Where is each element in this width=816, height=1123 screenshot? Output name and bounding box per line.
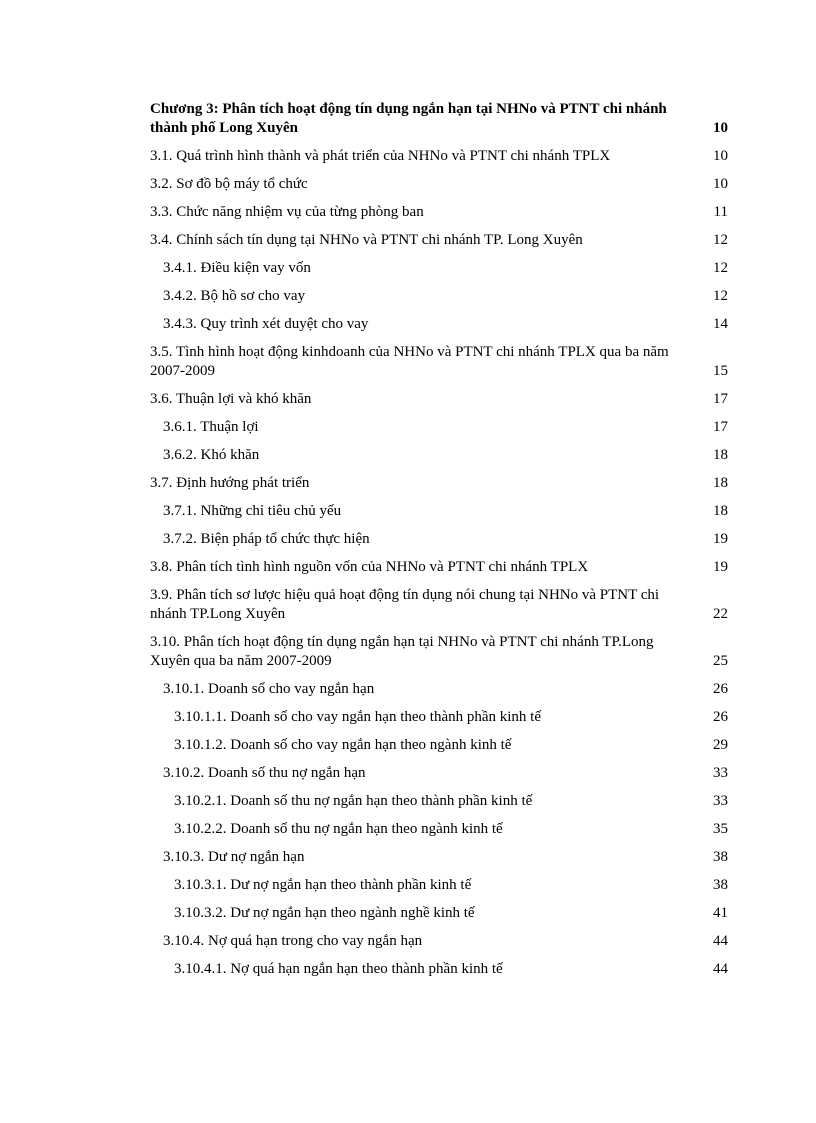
- toc-entry-title: 3.10. Phân tích hoạt động tín dụng ngắn hạn tại NHNo và PTNT chi nhánh TP.Long Xuyên qua ba năm 2007-2009: [150, 634, 654, 669]
- toc-entry-page: 44: [713, 961, 728, 977]
- toc-entry-title: 3.6. Thuận lợi và khó khăn: [150, 391, 312, 407]
- toc-entry-page: 14: [713, 316, 728, 332]
- toc-entry-title: 3.10.2. Doanh số thu nợ ngắn hạn: [163, 765, 366, 781]
- toc-entry-3-10-2-1[interactable]: [150, 792, 728, 811]
- toc-entry-page: 10: [713, 176, 728, 192]
- toc-entry-title: 3.9. Phân tích sơ lược hiệu quả hoạt động tín dụng nói chung tại NHNo và PTNT chi nhánh TP.Long Xuyên: [150, 587, 660, 622]
- toc-entry-title: 3.4.2. Bộ hồ sơ cho vay: [163, 288, 306, 304]
- toc-entry-page: 12: [713, 260, 728, 276]
- toc-entry-3-10-3-2[interactable]: [150, 904, 728, 923]
- toc-entry-page: 44: [713, 933, 728, 949]
- toc-entry-title: 3.1. Quá trình hình thành và phát triển của NHNo và PTNT chi nhánh TPLX: [150, 148, 611, 164]
- toc-entry-page: 22: [713, 606, 728, 622]
- toc-entry-3-10-2-2[interactable]: [150, 820, 728, 839]
- toc-entry-3-5[interactable]: [150, 343, 728, 381]
- toc-entry-3-7[interactable]: [150, 474, 728, 493]
- toc-entry-3-9[interactable]: [150, 586, 728, 624]
- toc-entry-page: 29: [713, 737, 728, 753]
- toc-entry-page: 26: [713, 681, 728, 697]
- toc-entry-page: 11: [713, 204, 728, 220]
- toc-entry-3-10-1-2[interactable]: [150, 736, 728, 755]
- toc-entry-title: 3.10.3.1. Dư nợ ngắn hạn theo thành phần kinh tế: [174, 877, 472, 893]
- toc-entry-title: Chương 3: Phân tích hoạt động tín dụng ngắn hạn tại NHNo và PTNT chi nhánh thành phố Long Xuyên: [150, 101, 667, 136]
- toc-entry-3-2[interactable]: [150, 175, 728, 194]
- toc-entry-3-8[interactable]: [150, 558, 728, 577]
- toc-entry-3-10[interactable]: [150, 633, 728, 671]
- toc-entry-title: 3.10.4. Nợ quá hạn trong cho vay ngắn hạn: [163, 933, 423, 949]
- toc-entry-page: 17: [713, 419, 728, 435]
- toc-entry-page: 26: [713, 709, 728, 725]
- toc-entry-3-10-3-1[interactable]: [150, 876, 728, 895]
- toc-entry-page: 33: [713, 793, 728, 809]
- toc-entry-3-6[interactable]: [150, 390, 728, 409]
- toc-entry-title: 3.7.2. Biện pháp tổ chức thực hiện: [163, 531, 370, 547]
- toc-entry-3-7-1[interactable]: [150, 502, 728, 521]
- toc-chapter-3[interactable]: [150, 100, 728, 138]
- toc-entry-3-4-3[interactable]: [150, 315, 728, 334]
- toc-entry-page: 12: [713, 288, 728, 304]
- toc-entry-3-4[interactable]: [150, 231, 728, 250]
- toc-entry-page: 19: [713, 559, 728, 575]
- toc-entry-3-10-1-1[interactable]: [150, 708, 728, 727]
- toc-entry-3-7-2[interactable]: [150, 530, 728, 549]
- toc-entry-title: 3.2. Sơ đồ bộ máy tổ chức: [150, 176, 308, 192]
- toc-entry-3-4-1[interactable]: [150, 259, 728, 278]
- toc-entry-page: 18: [713, 447, 728, 463]
- toc-entry-page: 35: [713, 821, 728, 837]
- toc-entry-page: 33: [713, 765, 728, 781]
- toc-entry-3-10-4[interactable]: [150, 932, 728, 951]
- toc-entry-page: 10: [713, 148, 728, 164]
- toc-entry-3-4-2[interactable]: [150, 287, 728, 306]
- toc-entry-title: 3.10.1.2. Doanh số cho vay ngắn hạn theo ngành kinh tế: [174, 737, 512, 753]
- toc-entry-title: 3.4.1. Điều kiện vay vốn: [163, 260, 311, 276]
- toc-entry-title: 3.3. Chức năng nhiệm vụ của từng phòng ban: [150, 204, 424, 220]
- toc-entry-title: 3.8. Phân tích tình hình nguồn vốn của NHNo và PTNT chi nhánh TPLX: [150, 559, 589, 575]
- toc-entry-title: 3.10.3.2. Dư nợ ngắn hạn theo ngành nghề kinh tế: [174, 905, 475, 921]
- toc-entry-page: 17: [713, 391, 728, 407]
- toc-entry-page: 38: [713, 849, 728, 865]
- toc-entry-title: 3.10.3. Dư nợ ngắn hạn: [163, 849, 305, 865]
- toc-entry-page: 10: [713, 120, 728, 136]
- toc-entry-title: 3.6.2. Khó khăn: [163, 447, 260, 463]
- toc-entry-title: 3.4.3. Quy trình xét duyệt cho vay: [163, 316, 369, 332]
- toc-entry-3-3[interactable]: [150, 203, 728, 222]
- toc-entry-3-6-2[interactable]: [150, 446, 728, 465]
- toc-entry-3-10-2[interactable]: [150, 764, 728, 783]
- toc-entry-3-10-4-1[interactable]: [150, 960, 728, 979]
- toc-entry-title: 3.6.1. Thuận lợi: [163, 419, 259, 435]
- toc-entry-title: 3.10.1.1. Doanh số cho vay ngắn hạn theo thành phần kinh tế: [174, 709, 542, 725]
- toc-entry-title: 3.10.1. Doanh số cho vay ngắn hạn: [163, 681, 375, 697]
- toc-entry-page: 19: [713, 531, 728, 547]
- toc-entry-3-6-1[interactable]: [150, 418, 728, 437]
- toc-entry-page: 41: [713, 905, 728, 921]
- toc-entry-3-10-1[interactable]: [150, 680, 728, 699]
- table-of-contents: [150, 100, 728, 979]
- toc-entry-3-10-3[interactable]: [150, 848, 728, 867]
- toc-entry-title: 3.7.1. Những chỉ tiêu chủ yếu: [163, 503, 342, 519]
- toc-entry-title: 3.10.2.1. Doanh số thu nợ ngắn hạn theo thành phần kinh tế: [174, 793, 533, 809]
- toc-entry-page: 25: [713, 653, 728, 669]
- toc-entry-page: 12: [713, 232, 728, 248]
- toc-entry-page: 15: [713, 363, 728, 379]
- toc-entry-title: 3.10.2.2. Doanh số thu nợ ngắn hạn theo ngành kinh tế: [174, 821, 503, 837]
- toc-entry-title: 3.7. Định hướng phát triển: [150, 475, 310, 491]
- toc-entry-page: 18: [713, 503, 728, 519]
- toc-entry-title: 3.4. Chính sách tín dụng tại NHNo và PTNT chi nhánh TP. Long Xuyên: [150, 232, 583, 248]
- toc-entry-title: 3.5. Tình hình hoạt động kinhdoanh của NHNo và PTNT chi nhánh TPLX qua ba năm 2007-2009: [150, 344, 669, 379]
- toc-entry-3-1[interactable]: [150, 147, 728, 166]
- toc-entry-title: 3.10.4.1. Nợ quá hạn ngắn hạn theo thành phần kinh tế: [174, 961, 503, 977]
- toc-entry-page: 38: [713, 877, 728, 893]
- toc-entry-page: 18: [713, 475, 728, 491]
